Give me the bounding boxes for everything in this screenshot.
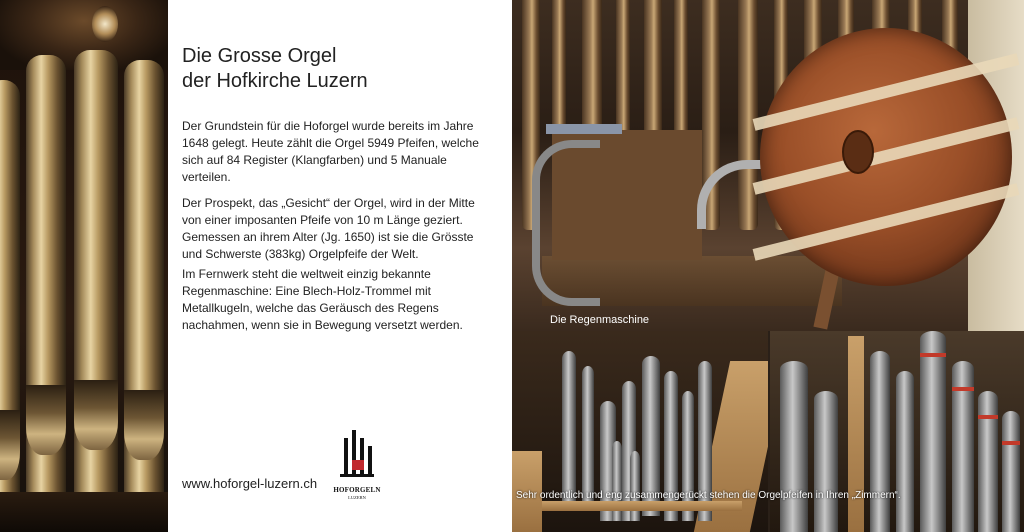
organ-pipe	[74, 50, 118, 520]
caption-pipe-rooms: Sehr ordentlich und eng zusammengerückt stehen die Orgelpfeifen in Ihren „Zimmern“.	[516, 490, 901, 501]
text-panel	[168, 0, 512, 532]
organ-lamp	[92, 6, 118, 42]
title-line-2: der Hofkirche Luzern	[182, 70, 368, 92]
rain-machine-photo	[512, 0, 1024, 331]
organ-pipe	[26, 55, 66, 525]
organ-pipes-photo	[0, 0, 168, 532]
title-line-1: Die Grosse Orgel	[182, 45, 337, 67]
website-link[interactable]: www.hoforgel-luzern.ch	[182, 476, 318, 491]
pipe-room-photo-left	[512, 331, 768, 532]
organ-floor	[0, 492, 168, 532]
organ-pipe	[0, 80, 20, 532]
organ-pipe	[124, 60, 164, 530]
pipe-room-photo-right	[770, 331, 1024, 532]
paragraph-history: Der Grundstein für die Hoforgel wurde bereits im Jahre 1648 gelegt. Heute zählt die Orgel 5949 Pfeifen, welche sich auf 84 Register (Klangfarben) und 5 Manuale verteilen.	[182, 119, 479, 184]
rain-drum-wheel	[760, 28, 1012, 286]
caption-rain-machine: Die Regenmaschine	[550, 314, 650, 326]
paragraph-fernwerk: Im Fernwerk steht die weltweit einzig bekannte Regenmaschine: Eine Blech-Holz-Trommel mit Metallkugeln, welche das Geräusch des Regens nachahmen, wenn sie in Bewegung versetzt werden.	[182, 267, 463, 332]
paragraph-prospekt: Der Prospekt, das „Gesicht“ der Orgel, wird in der Mitte von einer imposanten Pfeife von 10 m Länge geziert. Gemessen an ihrem Alter (Jg. 1650) ist sie die Grösste und Schwerste (383kg) Orgelpfeife der Welt.	[182, 196, 475, 261]
logo-name: HOFORGELN	[333, 486, 381, 494]
machine-hose	[532, 140, 600, 306]
logo-subtitle: LUZERN	[348, 495, 366, 500]
page-title	[182, 44, 502, 94]
pipe-rooms-photos	[512, 331, 1024, 532]
